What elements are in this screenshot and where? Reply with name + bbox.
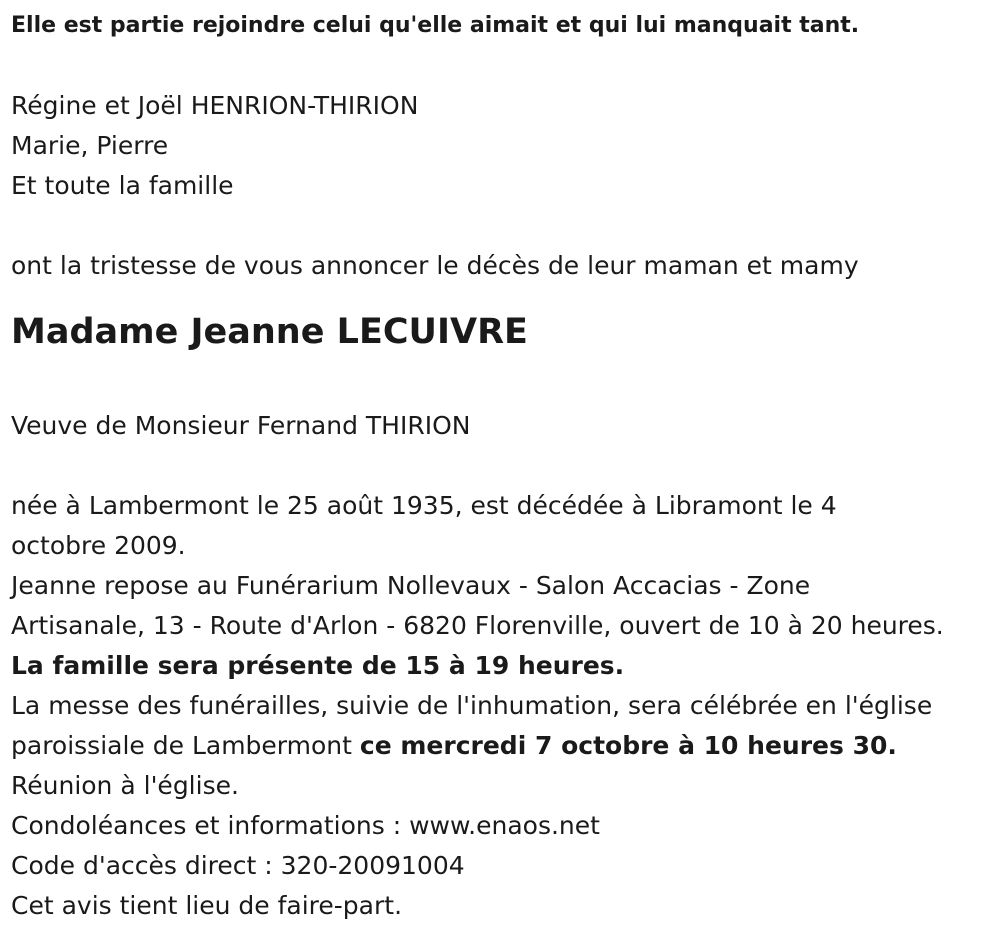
family-line-2: Marie, Pierre: [11, 131, 169, 160]
repose-line-2: Artisanale, 13 - Route d'Arlon - 6820 Florenville, ouvert de 10 à 20 heures.: [11, 611, 944, 640]
condolences-text: Condoléances et informations : www.enaos.net: [11, 811, 600, 840]
birth-death-line-2: octobre 2009.: [11, 531, 186, 560]
family-line-1: Régine et Joël HENRION-THIRION: [11, 91, 419, 120]
mass-line-1: La messe des funérailles, suivie de l'inhumation, sera célébrée en l'église: [11, 691, 933, 720]
deceased-name: Madame Jeanne LECUIVRE: [11, 312, 528, 352]
notice-text: Cet avis tient lieu de faire-part.: [11, 891, 403, 920]
family-line-3: Et toute la famille: [11, 171, 234, 200]
mass-line-2-prefix: paroissiale de Lambermont: [11, 731, 360, 760]
spacer: [11, 446, 991, 486]
announcement-text: ont la tristesse de vous annoncer le décès de leur maman et mamy: [11, 251, 859, 280]
mass-datetime: ce mercredi 7 octobre à 10 heures 30.: [359, 731, 897, 760]
access-code-text: Code d'accès direct : 320-20091004: [11, 851, 465, 880]
obituary-document: [11, 0, 991, 926]
mass-line-2: [11, 726, 991, 766]
spacer: [11, 46, 991, 86]
widow-of-text: Veuve de Monsieur Fernand THIRION: [11, 411, 471, 440]
spacer: [11, 206, 991, 246]
family-presence: La famille sera présente de 15 à 19 heures.: [11, 651, 625, 680]
repose-line-1: Jeanne repose au Funérarium Nollevaux - Salon Accacias - Zone: [11, 571, 811, 600]
intro-quote: Elle est partie rejoindre celui qu'elle aimait et qui lui manquait tant.: [11, 13, 860, 38]
meeting-text: Réunion à l'église.: [11, 771, 239, 800]
birth-death-line-1: née à Lambermont le 25 août 1935, est décédée à Libramont le 4: [11, 491, 837, 520]
